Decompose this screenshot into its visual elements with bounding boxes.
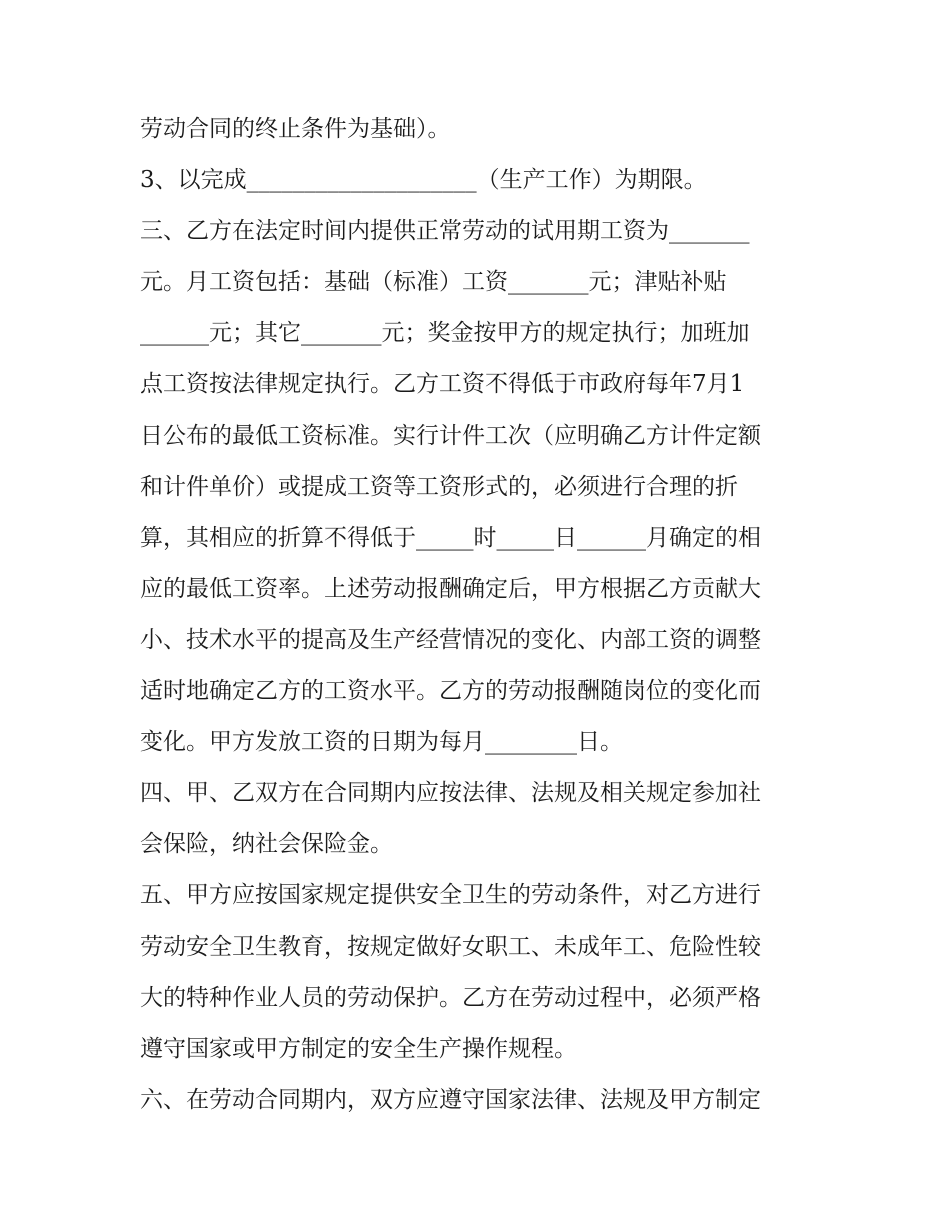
text-line: 3、以完成____________________（生产工作）为期限。 [140, 167, 707, 194]
text-line: 适时地确定乙方的工资水平。乙方的劳动报酬随岗位的变化而 [140, 678, 761, 705]
text-line: 小、技术水平的提高及生产经营情况的变化、内部工资的调整 [140, 626, 761, 653]
document-body [140, 104, 820, 1126]
text-line: 劳动合同的终止条件为基础）。 [140, 116, 451, 142]
text-line: 点工资按法律规定执行。乙方工资不得低于市政府每年7月1 [140, 371, 745, 398]
text-line: 六、在劳动合同期内，双方应遵守国家法律、法规及甲方制定 [140, 1086, 761, 1113]
text-line: 五、甲方应按国家规定提供安全卫生的劳动条件，对乙方进行 [140, 882, 761, 909]
text-line: 应的最低工资率。上述劳动报酬确定后，甲方根据乙方贡献大 [140, 575, 761, 602]
text-line: 劳动安全卫生教育，按规定做好女职工、未成年工、危险性较 [140, 933, 761, 960]
text-line: 算，其相应的折算不得低于_____时_____日______月确定的相 [140, 524, 761, 551]
text-line: 元。月工资包括：基础（标准）工资_______元；津贴补贴 [140, 269, 727, 296]
text-line: 遵守国家或甲方制定的安全生产操作规程。 [140, 1035, 577, 1062]
text-line: 大的特种作业人员的劳动保护。乙方在劳动过程中，必须严格 [140, 984, 761, 1011]
text-line: 会保险，纳社会保险金。 [140, 831, 393, 858]
text-line: 和计件单价）或提成工资等工资形式的，必须进行合理的折 [140, 473, 738, 500]
text-line: 三、乙方在法定时间内提供正常劳动的试用期工资为_______ [140, 218, 750, 245]
text-line: 四、甲、乙双方在合同期内应按法律、法规及相关规定参加社 [140, 780, 761, 807]
text-line: 日公布的最低工资标准。实行计件工次（应明确乙方计件定额 [140, 422, 761, 449]
text-line: ______元；其它_______元；奖金按甲方的规定执行；加班加 [140, 320, 750, 347]
text-line: 变化。甲方发放工资的日期为每月________日。 [140, 729, 623, 756]
